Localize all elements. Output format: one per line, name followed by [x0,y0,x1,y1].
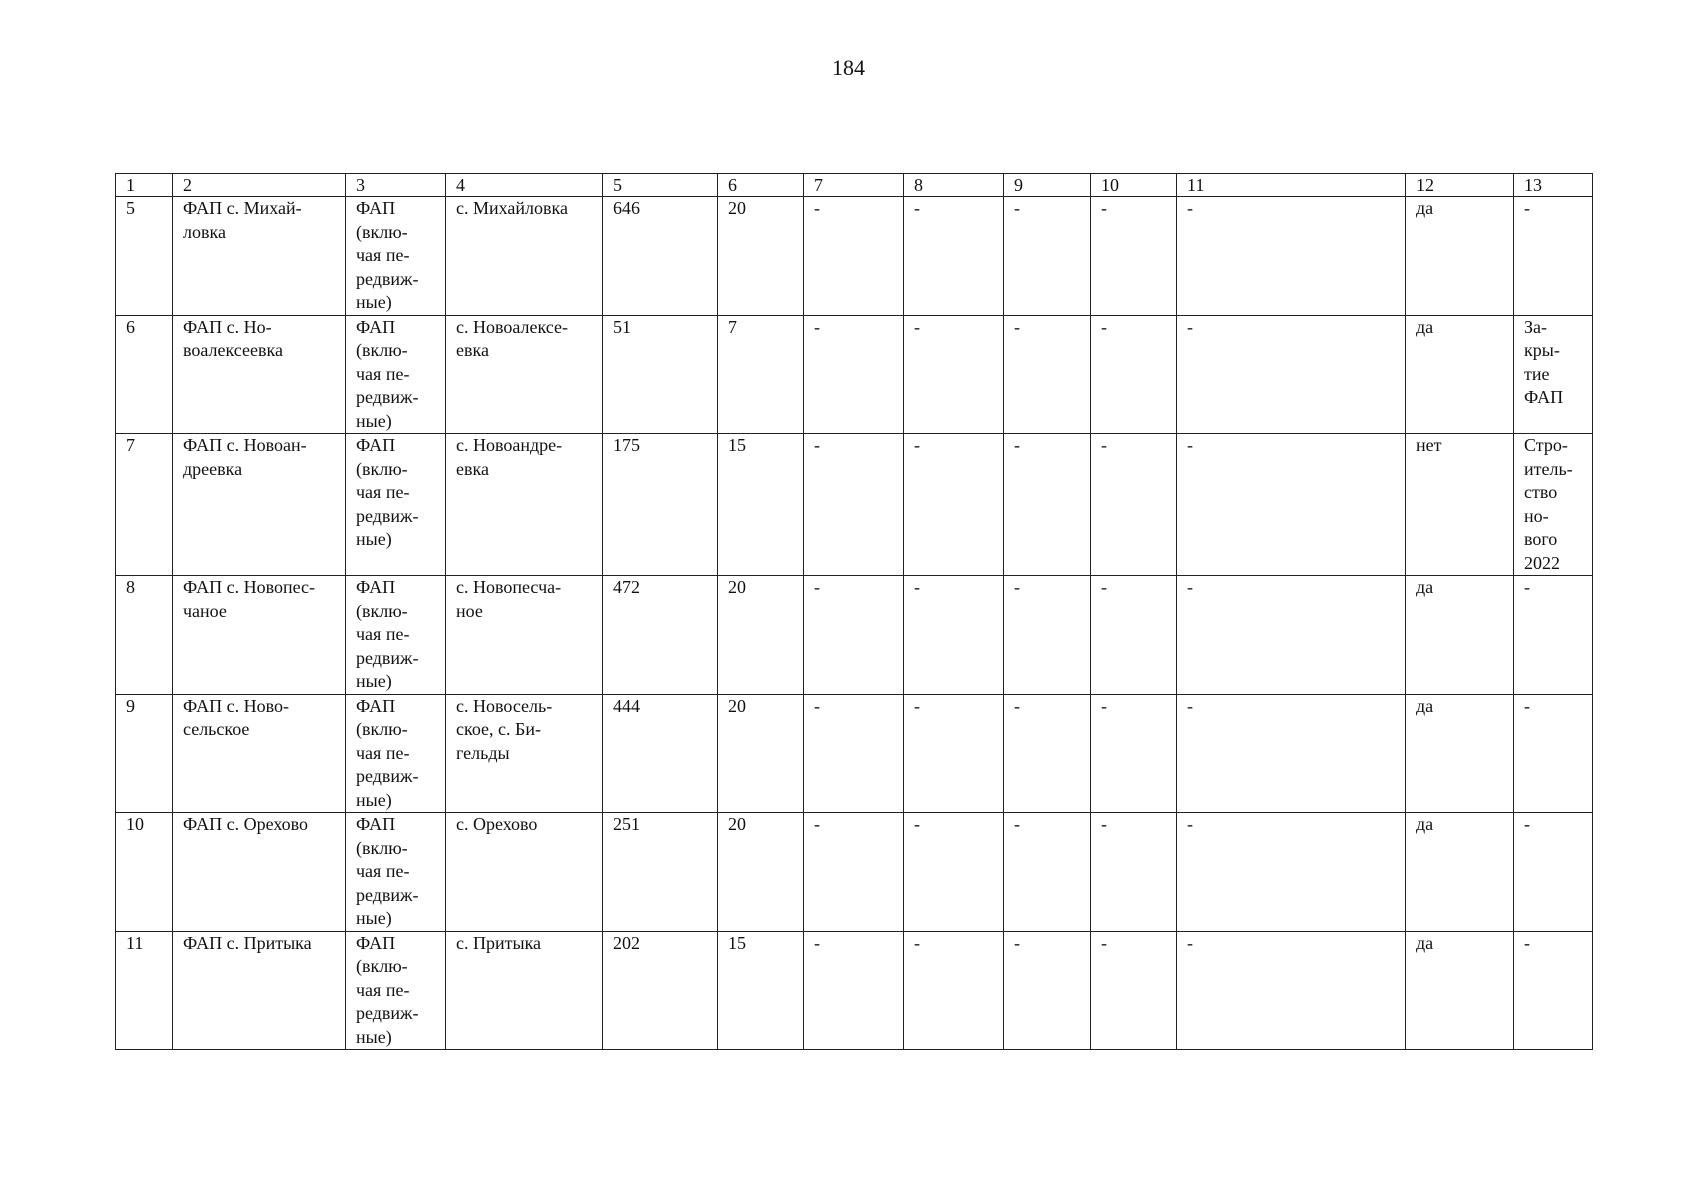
cell-line: ФАП [356,316,396,337]
table-cell-col-9: - [1004,197,1091,316]
cell-line: ловка [183,221,226,242]
table-row [116,315,1593,434]
cell-line: (вклю- [356,956,408,976]
column-header: 1 [116,174,173,197]
table-cell-col-1: 10 [116,813,173,932]
table-cell-col-6: 15 [718,434,804,576]
cell-line: итель- [1524,458,1573,479]
cell-line: гельды [456,742,510,763]
cell-line: с. Михайловка [456,198,568,218]
table-cell-col-4 [446,197,603,316]
table-cell-col-8: - [904,315,1004,434]
cell-line: 2022 [1524,552,1560,573]
cell-line: чая пе- [356,979,410,1000]
cell-line: чая пе- [356,482,410,502]
cell-line: - [1524,198,1530,218]
cell-line: ское, с. Би- [456,719,541,739]
table-cell-col-2 [173,576,346,695]
column-header: 12 [1406,174,1514,197]
table-row [116,813,1593,932]
table-cell-col-3 [346,315,446,434]
cell-line: ные) [356,410,392,431]
cell-line: ФАП с. Михай- [183,198,302,218]
cell-line: редвиж- [356,766,419,786]
table-cell-col-11: - [1177,434,1406,576]
cell-line: ФАП с. Притыка [183,932,312,953]
table-cell-col-8: - [904,576,1004,695]
cell-line: с. Новоандре- [456,435,563,455]
table-cell-col-4 [446,434,603,576]
table-cell-col-4 [446,315,603,434]
table-row [116,197,1593,316]
table-cell-col-7: - [804,315,904,434]
table-cell-col-4 [446,576,603,695]
cell-line: но- [1524,505,1549,526]
column-header: 13 [1514,174,1593,197]
cell-line: с. Новопесча- [456,577,562,597]
cell-line: ные) [356,292,392,312]
column-header: 4 [446,174,603,197]
cell-line: чая пе- [356,861,410,881]
column-header: 11 [1177,174,1406,197]
table-cell-col-1: 9 [116,694,173,813]
cell-line: - [1524,695,1530,716]
cell-line: ФАП с. Ново- [183,695,289,716]
cell-line: редвиж- [356,884,419,905]
table-cell-col-2 [173,694,346,813]
table-cell-col-2 [173,434,346,576]
table-cell-col-7: - [804,813,904,932]
table-cell-col-11: - [1177,315,1406,434]
cell-line: ФАП с. Орехово [183,814,309,834]
cell-line: ФАП [356,435,396,455]
table-cell-col-6: 15 [718,931,804,1050]
cell-line: воалексеевка [183,340,283,360]
table-cell-col-11: - [1177,694,1406,813]
cell-line: ФАП [356,198,396,218]
table-cell-col-8: - [904,434,1004,576]
cell-line: (вклю- [356,340,408,360]
cell-line: ные) [356,789,392,810]
table-cell-col-7: - [804,694,904,813]
table-cell-col-4 [446,813,603,932]
cell-line: ФАП [1524,387,1564,407]
table-cell-col-9: - [1004,931,1091,1050]
table-cell-col-12: нет [1406,434,1514,576]
table-cell-col-12: да [1406,197,1514,316]
column-header: 2 [173,174,346,197]
table-cell-col-8: - [904,197,1004,316]
cell-line: ное [456,600,483,621]
table-cell-col-3 [346,931,446,1050]
cell-line: кры- [1524,340,1560,360]
table-cell-col-8: - [904,813,1004,932]
table-cell-col-7: - [804,434,904,576]
column-header: 8 [904,174,1004,197]
table-cell-col-9: - [1004,694,1091,813]
table-cell-col-6: 20 [718,694,804,813]
column-header: 10 [1091,174,1177,197]
table-cell-col-1: 11 [116,931,173,1050]
cell-line: (вклю- [356,600,408,621]
cell-line: - [1524,577,1530,597]
table-cell-col-5: 202 [603,931,718,1050]
column-header: 7 [804,174,904,197]
cell-line: чая пе- [356,742,410,763]
table-cell-col-13 [1514,434,1593,576]
table-cell-col-11: - [1177,576,1406,695]
cell-line: ФАП с. Новоан- [183,435,307,455]
table-cell-col-3 [346,434,446,576]
cell-line: редвиж- [356,505,419,526]
cell-line: редвиж- [356,1003,419,1023]
table-cell-col-5: 646 [603,197,718,316]
table-cell-col-2 [173,931,346,1050]
table-cell-col-8: - [904,931,1004,1050]
table-cell-col-1: 6 [116,315,173,434]
table-cell-col-10: - [1091,315,1177,434]
table-cell-col-12: да [1406,931,1514,1050]
table-cell-col-12: да [1406,576,1514,695]
cell-line: вого [1524,529,1558,549]
table-cell-col-7: - [804,931,904,1050]
cell-line: ФАП с. Но- [183,316,272,337]
table-cell-col-10: - [1091,813,1177,932]
column-header: 5 [603,174,718,197]
table-row [116,576,1593,695]
table-cell-col-11: - [1177,197,1406,316]
table-row [116,931,1593,1050]
cell-line: редвиж- [356,268,419,289]
table-cell-col-3 [346,813,446,932]
cell-line: (вклю- [356,719,408,739]
cell-line: - [1524,814,1530,834]
table-cell-col-9: - [1004,434,1091,576]
cell-line: тие [1524,363,1550,384]
table-cell-col-5: 51 [603,315,718,434]
table-body [116,174,1593,1050]
cell-line: чаное [183,600,227,621]
cell-line: ФАП [356,577,396,597]
table-row [116,694,1593,813]
cell-line: ные) [356,1026,392,1047]
cell-line: редвиж- [356,647,419,668]
cell-line: - [1524,932,1530,953]
table-cell-col-6: 7 [718,315,804,434]
cell-line: ные) [356,908,392,928]
cell-line: ФАП с. Новопес- [183,577,316,597]
table-cell-col-3 [346,197,446,316]
table-cell-col-5: 444 [603,694,718,813]
table-cell-col-3 [346,694,446,813]
table-cell-col-5: 251 [603,813,718,932]
table-cell-col-3 [346,576,446,695]
cell-line: ФАП [356,814,396,834]
cell-line: За- [1524,316,1548,337]
table-cell-col-10: - [1091,931,1177,1050]
table-cell-col-1: 7 [116,434,173,576]
table-cell-col-9: - [1004,813,1091,932]
table-cell-col-5: 472 [603,576,718,695]
table-cell-col-1: 5 [116,197,173,316]
table-cell-col-6: 20 [718,197,804,316]
table-cell-col-7: - [804,576,904,695]
cell-line: (вклю- [356,458,408,479]
table-cell-col-10: - [1091,576,1177,695]
cell-line: редвиж- [356,387,419,407]
cell-line: с. Притыка [456,932,542,953]
cell-line: чая пе- [356,624,410,644]
cell-line: с. Новоалексе- [456,316,568,337]
column-header: 3 [346,174,446,197]
table-cell-col-4 [446,931,603,1050]
cell-line: дреевка [183,458,243,479]
column-header: 6 [718,174,804,197]
table-cell-col-6: 20 [718,576,804,695]
page-number: 184 [832,55,865,80]
cell-line: евка [456,340,489,360]
table-cell-col-9: - [1004,315,1091,434]
cell-line: евка [456,458,489,479]
table-cell-col-13 [1514,197,1593,316]
table-cell-col-13 [1514,813,1593,932]
table-cell-col-2 [173,813,346,932]
table-cell-col-11: - [1177,813,1406,932]
cell-line: ство [1524,482,1558,502]
table-cell-col-12: да [1406,694,1514,813]
cell-line: ные) [356,671,392,691]
cell-line: ФАП [356,695,396,716]
cell-line: с. Орехово [456,814,538,834]
table-cell-col-2 [173,315,346,434]
cell-line: чая пе- [356,363,410,384]
cell-line: сельское [183,719,250,739]
table-cell-col-10: - [1091,694,1177,813]
cell-line: с. Новосель- [456,695,553,716]
table-cell-col-13 [1514,931,1593,1050]
table-cell-col-5: 175 [603,434,718,576]
table-cell-col-13 [1514,315,1593,434]
table-cell-col-1: 8 [116,576,173,695]
table-cell-col-6: 20 [718,813,804,932]
table-cell-col-11: - [1177,931,1406,1050]
cell-line: ные) [356,529,392,549]
table-row [116,434,1593,576]
table-header-row [116,174,1593,197]
table-cell-col-4 [446,694,603,813]
cell-line: (вклю- [356,837,408,858]
cell-line: ФАП [356,932,396,953]
table-cell-col-12: да [1406,813,1514,932]
table-cell-col-12: да [1406,315,1514,434]
table-cell-col-10: - [1091,434,1177,576]
table-cell-col-7: - [804,197,904,316]
table-cell-col-9: - [1004,576,1091,695]
table-cell-col-8: - [904,694,1004,813]
cell-line: (вклю- [356,221,408,242]
facilities-table [115,173,1593,1050]
table-cell-col-2 [173,197,346,316]
column-header: 9 [1004,174,1091,197]
table-cell-col-10: - [1091,197,1177,316]
table-cell-col-13 [1514,576,1593,695]
table-cell-col-13 [1514,694,1593,813]
cell-line: Стро- [1524,435,1568,455]
cell-line: чая пе- [356,245,410,265]
